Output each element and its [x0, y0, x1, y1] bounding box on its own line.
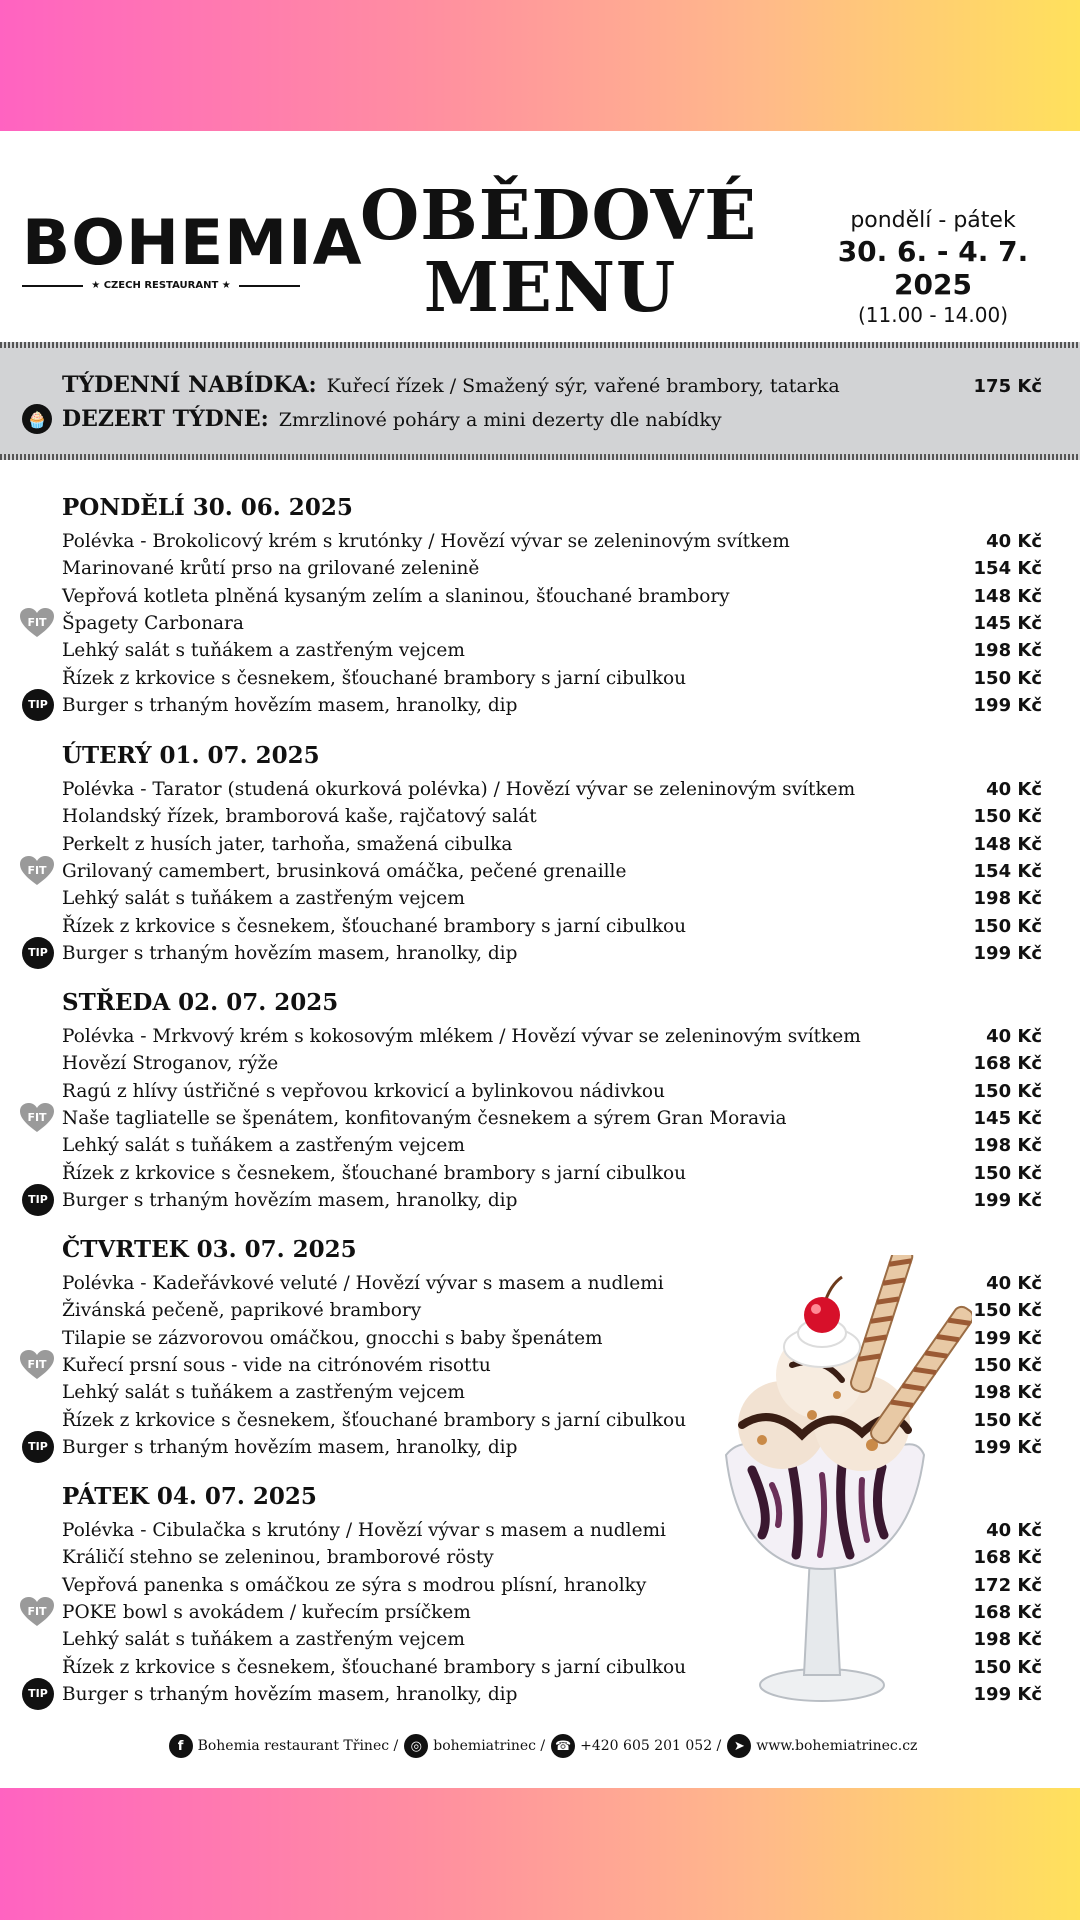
menu-item: [62, 831, 1042, 858]
weekly-offer-label: TÝDENNÍ NABÍDKA:: [62, 372, 317, 398]
logo-subtitle: ★ CZECH RESTAURANT ★: [91, 280, 231, 291]
logo-rule-right: [239, 285, 300, 287]
cursor-icon[interactable]: ➤: [727, 1734, 751, 1758]
menu-item-name: Tilapie se zázvorovou omáčkou, gnocchi s baby špenátem: [62, 1327, 603, 1349]
menu-item: [62, 637, 1042, 664]
menu-item-price: 199 Kč: [973, 1189, 1042, 1211]
tip-badge-icon: TIP: [22, 689, 54, 721]
menu-item-name: Kuřecí prsní sous - vide na citrónovém risottu: [62, 1354, 491, 1376]
menu-item-name: Lehký salát s tuňákem a zastřeným vejcem: [62, 640, 465, 662]
menu-item: [62, 940, 1042, 967]
menu-item-name: Vepřová kotleta plněná kysaným zelím a slaninou, šťouchané brambory: [62, 585, 730, 607]
fit-badge-label: FIT: [27, 1605, 47, 1619]
menu-item-price: 150 Kč: [973, 667, 1042, 689]
menu-date-range: 30. 6. - 4. 7. 2025: [837, 235, 1029, 301]
menu-item-name: Špagety Carbonara: [62, 612, 244, 634]
menu-item-name: Polévka - Brokolicový krém s krutónky / Hovězí vývar se zeleninovým svítkem: [62, 531, 790, 552]
menu-item-name: Hovězí Stroganov, rýže: [62, 1053, 279, 1075]
menu-item-name: Lehký salát s tuňákem a zastřeným vejcem: [62, 1629, 465, 1651]
menu-item: [62, 1187, 1042, 1214]
menu-item-price: 150 Kč: [973, 1409, 1042, 1431]
menu-item-price: 145 Kč: [973, 612, 1042, 634]
menu-item-price: 168 Kč: [973, 1053, 1042, 1075]
menu-hours: (11.00 - 14.00): [857, 303, 1009, 327]
menu-item-price: 40 Kč: [986, 531, 1042, 552]
facebook-link[interactable]: Bohemia restaurant Třinec /: [197, 1738, 399, 1754]
menu-item-price: 150 Kč: [973, 915, 1042, 937]
day-title: PÁTEK 04. 07. 2025: [62, 1483, 317, 1510]
fit-heart-icon: [20, 1350, 54, 1380]
menu-item-name: Polévka - Kadeřávkové veluté / Hovězí vývar s masem a nudlemi: [62, 1273, 664, 1294]
menu-item-name: Polévka - Mrkvový krém s kokosovým mlékem / Hovězí vývar se zeleninovým svítkem: [62, 1026, 861, 1047]
menu-item-name: Lehký salát s tuňákem a zastřeným vejcem: [62, 1135, 465, 1157]
menu-item: [62, 1160, 1042, 1187]
phone-icon[interactable]: ☎: [551, 1734, 575, 1758]
menu-item-price: 199 Kč: [973, 694, 1042, 716]
weekly-offer-text: Kuřecí řízek / Smažený sýr, vařené brambory, tatarka: [326, 375, 840, 397]
menu-item-price: 150 Kč: [973, 806, 1042, 828]
menu-days: pondělí - pátek: [850, 208, 1016, 233]
menu-item-name: Řízek z krkovice s česnekem, šťouchané brambory s jarní cibulkou: [62, 1656, 687, 1678]
footer-contacts: [0, 1734, 1080, 1758]
menu-item-name: Grilovaný camembert, brusinková omáčka, pečené grenaille: [62, 860, 627, 882]
menu-dates: [800, 208, 1066, 327]
menu-item-price: 198 Kč: [973, 888, 1042, 910]
fit-badge-label: FIT: [27, 1358, 47, 1372]
menu-item-name: Burger s trhaným hovězím masem, hranolky, dip: [62, 942, 518, 964]
menu-item-price: 199 Kč: [973, 942, 1042, 964]
menu-item-price: 150 Kč: [973, 1300, 1042, 1322]
fit-heart-icon: [20, 608, 54, 638]
menu-item: [62, 583, 1042, 610]
menu-item: [62, 1023, 1042, 1050]
title-line-1: OBĚDOVÉ: [360, 176, 758, 256]
menu-item-price: 198 Kč: [973, 1629, 1042, 1651]
menu-item-price: 148 Kč: [973, 585, 1042, 607]
menu-item: [62, 1078, 1042, 1105]
menu-item-name: Vepřová panenka s omáčkou ze sýra s modrou plísní, hranolky: [62, 1574, 647, 1596]
tip-badge-icon: TIP: [22, 1678, 54, 1710]
cupcake-icon: 🧁: [22, 404, 52, 434]
menu-item-name: Řízek z krkovice s česnekem, šťouchané brambory s jarní cibulkou: [62, 1409, 687, 1431]
menu-item-price: 198 Kč: [973, 1382, 1042, 1404]
menu-item-price: 199 Kč: [973, 1683, 1042, 1705]
menu-item-name: Marinované krůtí prso na grilované zelenině: [62, 558, 480, 580]
menu-item-price: 40 Kč: [986, 779, 1042, 800]
menu-item-name: POKE bowl s avokádem / kuřecím prsíčkem: [62, 1601, 471, 1623]
menu-item-name: Polévka - Tarator (studená okurková polévka) / Hovězí vývar se zeleninovým svítkem: [62, 779, 856, 800]
fit-heart-icon: [20, 856, 54, 886]
menu-item-name: Řízek z krkovice s česnekem, šťouchané brambory s jarní cibulkou: [62, 667, 687, 689]
menu-item-name: Holandský řízek, bramborová kaše, rajčatový salát: [62, 806, 537, 828]
menu-item-name: Řízek z krkovice s česnekem, šťouchané brambory s jarní cibulkou: [62, 915, 687, 937]
menu-item: [62, 858, 1042, 885]
menu-item: [62, 1132, 1042, 1159]
dessert-label: DEZERT TÝDNE:: [62, 406, 269, 432]
bottom-gradient-bar: [0, 1788, 1080, 1920]
menu-item-price: 168 Kč: [973, 1601, 1042, 1623]
menu-item-price: 172 Kč: [973, 1574, 1042, 1596]
menu-item-name: Burger s trhaným hovězím masem, hranolky, dip: [62, 1436, 518, 1458]
logo-subtitle-row: [22, 280, 300, 291]
day-title: ÚTERÝ 01. 07. 2025: [62, 742, 320, 769]
weekly-offer-price: 175 Kč: [973, 376, 1042, 397]
menu-item-price: 154 Kč: [973, 860, 1042, 882]
menu-item-name: Polévka - Cibulačka s krutóny / Hovězí vývar s masem a nudlemi: [62, 1520, 666, 1541]
phone-link[interactable]: +420 605 201 052 /: [580, 1738, 722, 1754]
menu-item: [62, 803, 1042, 830]
day-title: STŘEDA 02. 07. 2025: [62, 989, 339, 1016]
menu-item-price: 150 Kč: [973, 1354, 1042, 1376]
fit-heart-icon: [20, 1103, 54, 1133]
menu-item: [62, 1105, 1042, 1132]
menu-item: [62, 665, 1042, 692]
menu-item-price: 40 Kč: [986, 1026, 1042, 1047]
ice-cream-sundae-image: [712, 1255, 972, 1715]
tip-badge-icon: TIP: [22, 1431, 54, 1463]
top-gradient-bar: [0, 0, 1080, 131]
restaurant-logo: [22, 206, 363, 291]
menu-item: [62, 555, 1042, 582]
fit-badge-label: FIT: [27, 864, 47, 878]
menu-item-price: 150 Kč: [973, 1656, 1042, 1678]
day-title: PONDĚLÍ 30. 06. 2025: [62, 494, 353, 521]
dessert-text: Zmrzlinové poháry a mini dezerty dle nabídky: [278, 409, 722, 431]
web-link[interactable]: www.bohemiatrinec.cz: [756, 1738, 918, 1754]
instagram-icon[interactable]: ◎: [404, 1734, 428, 1758]
menu-item: [62, 528, 1042, 555]
menu-item: [62, 885, 1042, 912]
menu-item-name: Řízek z krkovice s česnekem, šťouchané brambory s jarní cibulkou: [62, 1162, 687, 1184]
page-title: [360, 176, 758, 328]
menu-item-price: 199 Kč: [973, 1327, 1042, 1349]
logo-rule-left: [22, 285, 83, 287]
fit-badge-label: FIT: [27, 1111, 47, 1125]
menu-item-price: 148 Kč: [973, 833, 1042, 855]
menu-item-price: 168 Kč: [973, 1547, 1042, 1569]
menu-item: [62, 1050, 1042, 1077]
menu-item-price: 150 Kč: [973, 1080, 1042, 1102]
menu-item-name: Lehký salát s tuňákem a zastřeným vejcem: [62, 888, 465, 910]
fit-badge-label: FIT: [27, 616, 47, 630]
menu-item-name: Lehký salát s tuňákem a zastřeným vejcem: [62, 1382, 465, 1404]
instagram-link[interactable]: bohemiatrinec /: [433, 1738, 546, 1754]
menu-item-name: Burger s trhaným hovězím masem, hranolky, dip: [62, 1683, 518, 1705]
menu-item-name: Živánská pečeně, paprikové brambory: [62, 1300, 422, 1322]
logo-wordmark: BOHEMIA: [22, 206, 363, 279]
menu-item-price: 145 Kč: [973, 1107, 1042, 1129]
menu-item: [62, 913, 1042, 940]
menu-item-price: 40 Kč: [986, 1273, 1042, 1294]
title-line-2: MENU: [423, 248, 677, 328]
menu-item-price: 198 Kč: [973, 1135, 1042, 1157]
menu-item-price: 150 Kč: [973, 1162, 1042, 1184]
menu-item-name: Králičí stehno se zeleninou, bramborové rösty: [62, 1547, 494, 1569]
menu-item-price: 199 Kč: [973, 1436, 1042, 1458]
menu-item-name: Perkelt z husích jater, tarhoňa, smažená cibulka: [62, 833, 513, 855]
menu-item-name: Burger s trhaným hovězím masem, hranolky, dip: [62, 694, 518, 716]
menu-item-price: 40 Kč: [986, 1520, 1042, 1541]
menu-item-name: Ragú z hlívy ústřičné s vepřovou krkovicí a bylinkovou nádivkou: [62, 1080, 665, 1102]
weekly-offer-band: [0, 342, 1080, 460]
fit-heart-icon: [20, 1597, 54, 1627]
menu-item-name: Burger s trhaným hovězím masem, hranolky, dip: [62, 1189, 518, 1211]
menu-item-price: 198 Kč: [973, 640, 1042, 662]
menu-item: [62, 610, 1042, 637]
menu-item: [62, 776, 1042, 803]
day-title: ČTVRTEK 03. 07. 2025: [62, 1236, 357, 1263]
tip-badge-icon: TIP: [22, 1184, 54, 1216]
menu-item-price: 154 Kč: [973, 558, 1042, 580]
facebook-icon[interactable]: f: [169, 1734, 193, 1758]
menu-item: [62, 692, 1042, 719]
weekly-offer-row: [62, 372, 1042, 398]
dessert-row: [62, 406, 1042, 432]
menu-item-name: Naše tagliatelle se špenátem, konfitovaným česnekem a sýrem Gran Moravia: [62, 1107, 787, 1129]
tip-badge-icon: TIP: [22, 937, 54, 969]
